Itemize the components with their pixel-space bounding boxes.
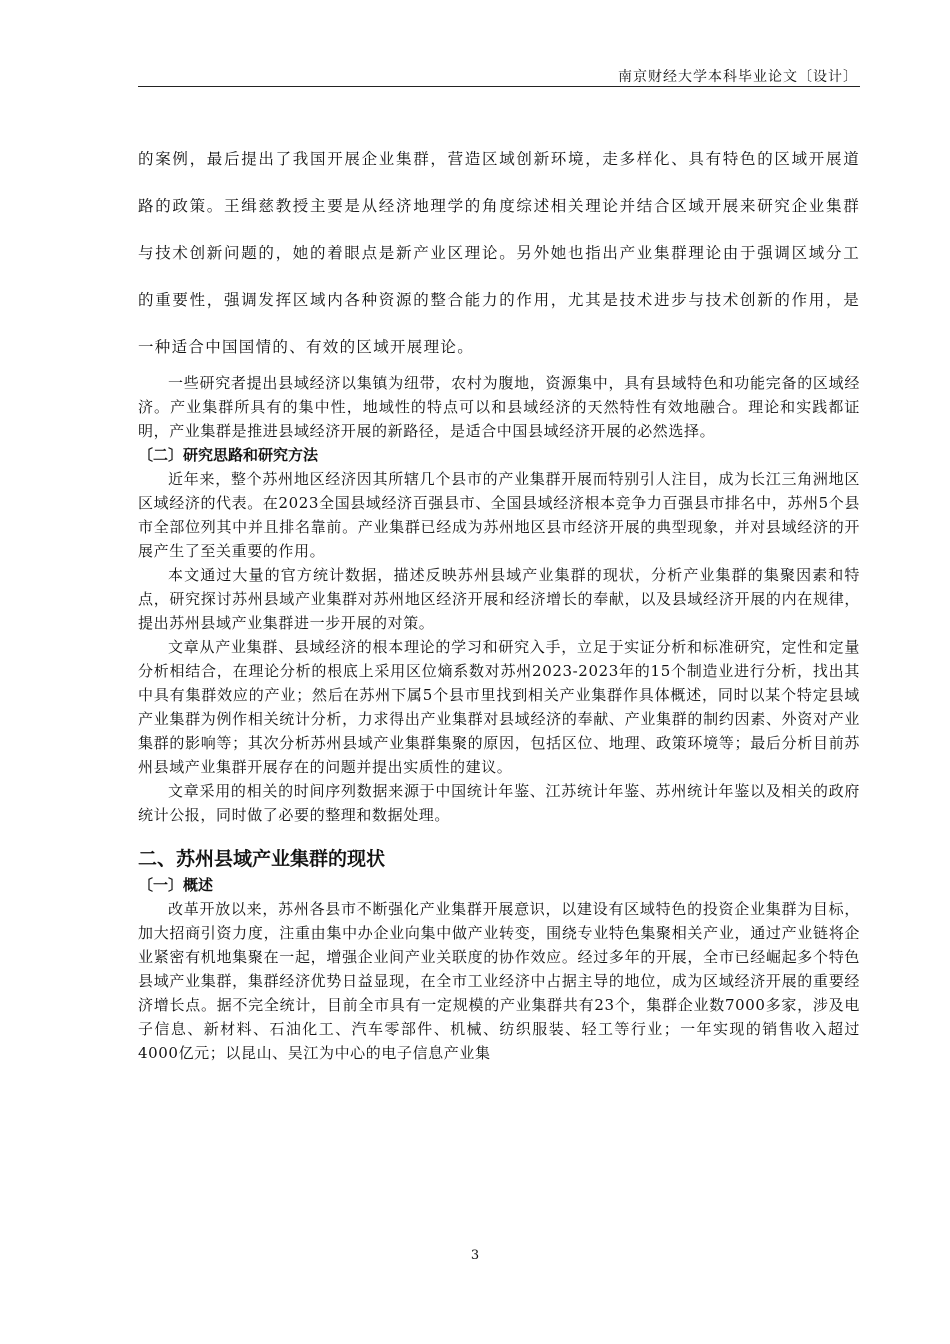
overview-heading: 〔一〕概述 — [138, 876, 214, 894]
intro-paragraph: 的案例，最后提出了我国开展企业集群，营造区域创新环境，走多样化、具有特色的区域开展道路的政策。王缉慈教授主要是从经济地理学的角度综述相关理论并结合区域开展来研究企业集群与技术创新问题的，她的着眼点是新产业区理论。另外她也指出产业集群理论由于强调区域分工的重要性，强调发挥区域内各种资源的整合能力的作用，尤其是技术进步与技术创新的作用，是一种适合中国国情的、有效的区域开展理论。 — [138, 150, 860, 356]
methods-paragraph-3: 文章从产业集群、县域经济的根本理论的学习和研究入手，立足于实证分析和标准研究，定性和定量分析相结合，在理论分析的根底上采用区位熵系数对苏州2023-2023年的15个制造业进行分析，找出其中具有集群效应的产业；然后在苏州下属5个县市里找到相关产业集群作具体概述，同时以某个特定县域产业集群为例作相关统计分析，力求得出产业集群对县域经济的奉献、产业集群的制约因素、外资对产业集群的影响等；其次分析苏州县域产业集群集聚的原因，包括区位、地理、政策环境等；最后分析目前苏州县域产业集群开展存在的问题并提出实质性的建议。 — [138, 638, 860, 776]
methods-paragraph-4: 文章采用的相关的时间序列数据来源于中国统计年鉴、江苏统计年鉴、苏州统计年鉴以及相关的政府统计公报，同时做了必要的整理和数据处理。 — [138, 782, 860, 824]
methods-paragraph-2: 本文通过大量的官方统计数据，描述反映苏州县域产业集群的现状，分析产业集群的集聚因素和特点，研究探讨苏州县域产业集群对苏州地区经济开展和经济增长的奉献，以及县域经济开展的内在规律，提出苏州县域产业集群进一步开展的对策。 — [138, 566, 860, 632]
header-title: 南京财经大学本科毕业论文〔设计〕 — [618, 69, 858, 85]
page-number: 3 — [470, 1248, 480, 1263]
section-two-heading: 二、苏州县域产业集群的现状 — [138, 848, 386, 870]
methods-heading: 〔二〕研究思路和研究方法 — [138, 446, 319, 464]
overview-paragraph: 改革开放以来，苏州各县市不断强化产业集群开展意识，以建设有区域特色的投资企业集群为目标，加大招商引资力度，注重由集中办企业向集中做产业转变，围绕专业特色集聚相关产业，通过产业链将企业紧密有机地集聚在一起，增强企业间产业关联度的协作效应。经过多年的开展，全市已经崛起多个特色县域产业集群，集群经济优势日益显现，在全市工业经济中占据主导的地位，成为区域经济开展的重要经济增长点。据不完全统计，目前全市具有一定规模的产业集群共有23个，集群企业数7000多家，涉及电子信息、新材料、石油化工、汽车零部件、机械、纺织服装、轻工等行业；一年实现的销售收入超过4000亿元；以昆山、吴江为中心的电子信息产业集 — [138, 900, 860, 1062]
page-header — [138, 64, 860, 87]
county-economy-paragraph: 一些研究者提出县域经济以集镇为纽带，农村为腹地，资源集中，具有县域特色和功能完备的区域经济。产业集群所具有的集中性，地域性的特点可以和县域经济的天然特性有效地融合。理论和实践都证明，产业集群是推进县域经济开展的新路径，是适合中国县域经济开展的必然选择。 — [138, 374, 860, 440]
methods-paragraph-1: 近年来，整个苏州地区经济因其所辖几个县市的产业集群开展而特别引人注目，成为长江三角洲地区区域经济的代表。在2023全国县域经济百强县市、全国县域经济根本竞争力百强县市排名中，苏州5个县市全部位列其中并且排名靠前。产业集群已经成为苏州地区县市经济开展的典型现象，并对县域经济的开展产生了至关重要的作用。 — [138, 470, 860, 560]
document-body — [138, 136, 860, 1065]
